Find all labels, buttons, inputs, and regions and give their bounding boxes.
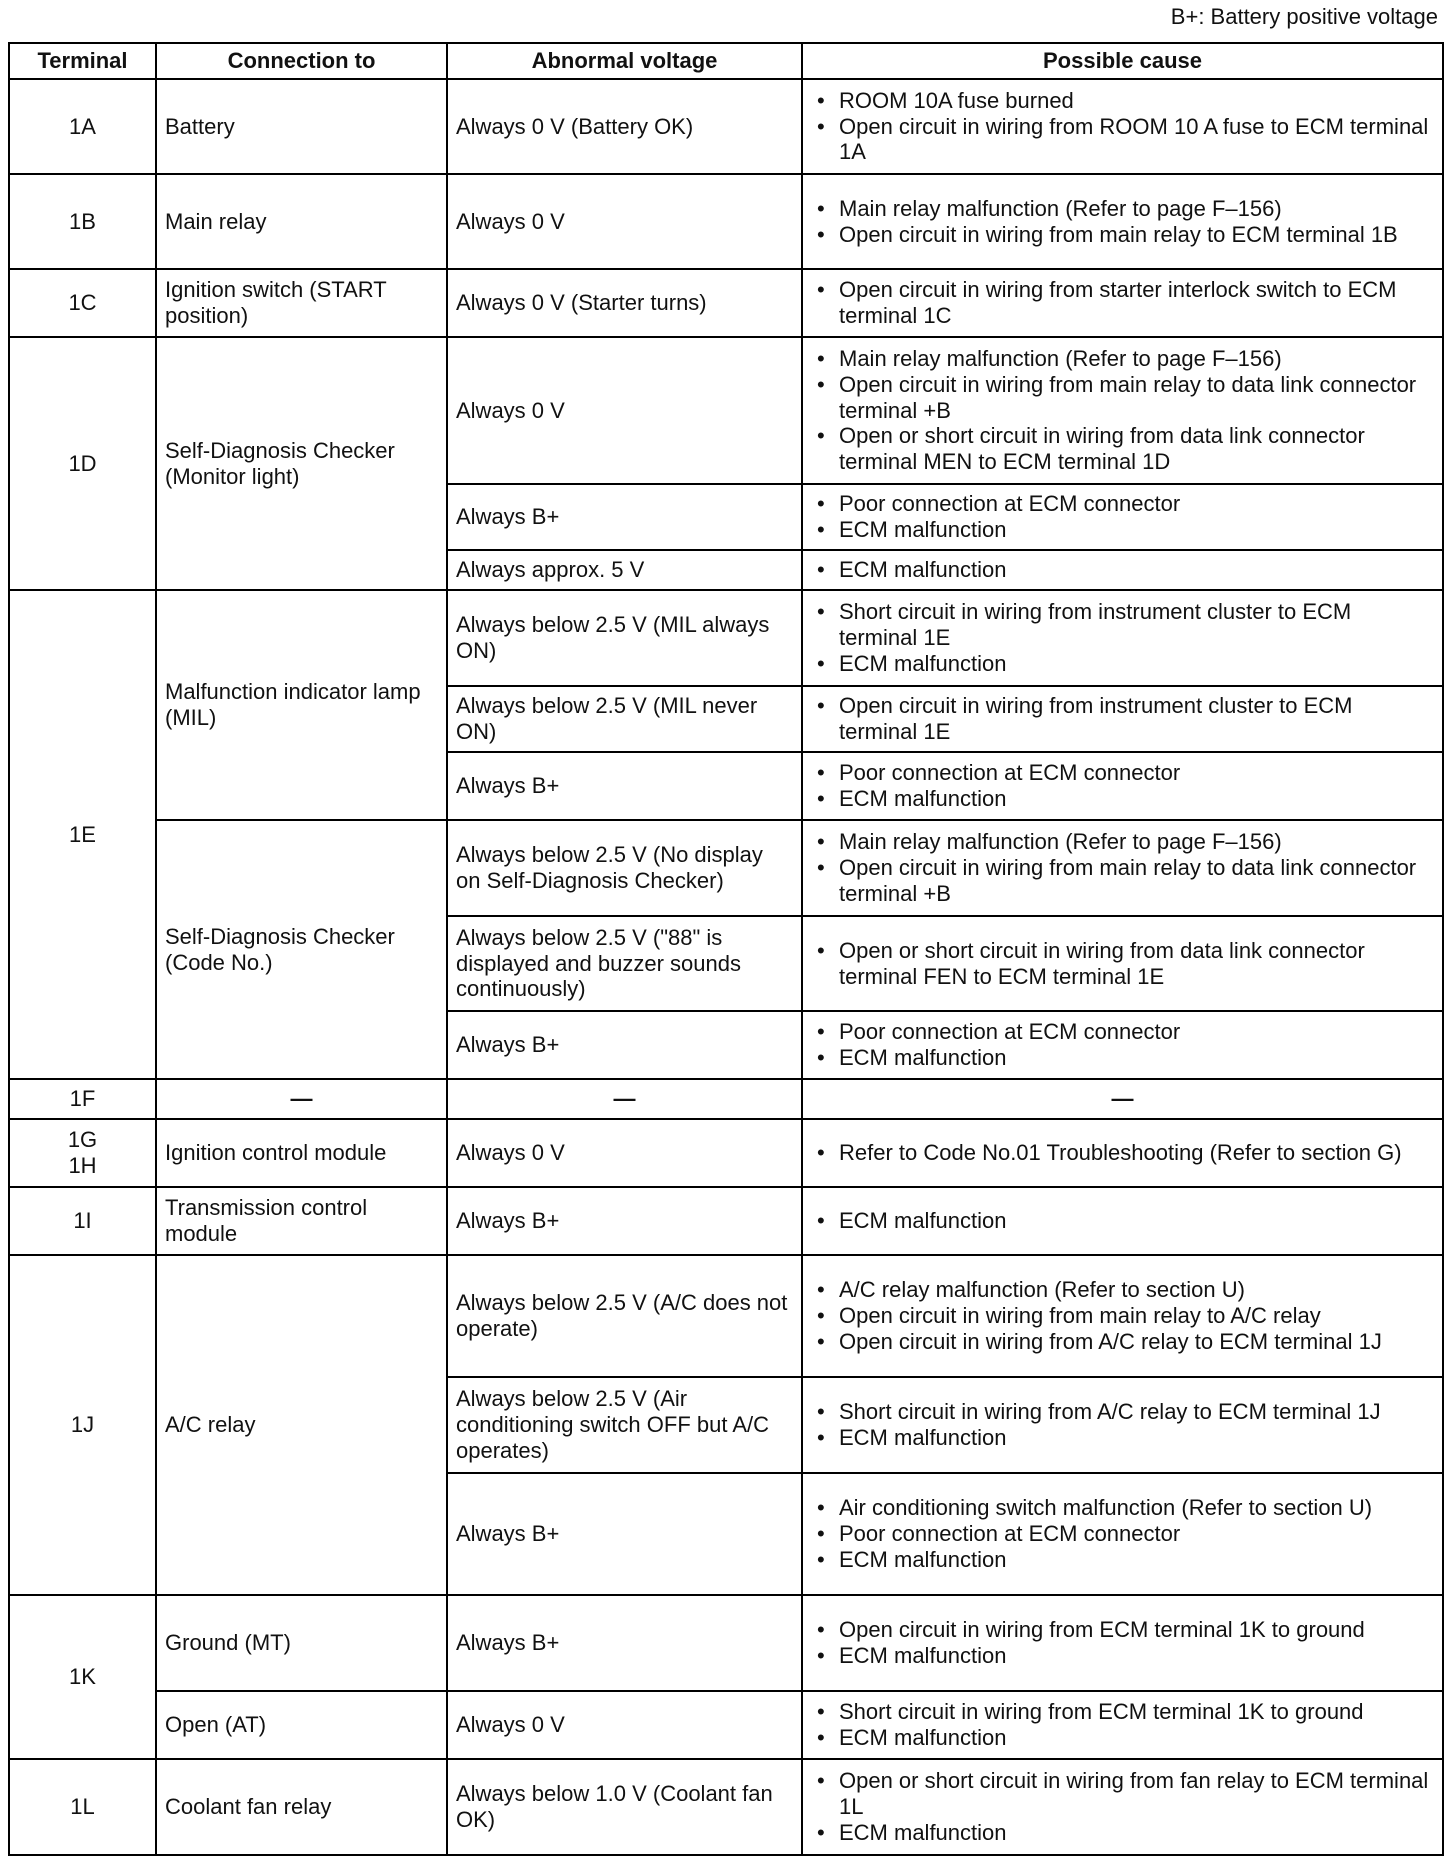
- cause-cell: —: [802, 1079, 1443, 1119]
- connection-cell: Self-Diagnosis Checker (Code No.): [156, 820, 447, 1079]
- cause-item: • Open circuit in wiring from instrument cluster to ECM terminal 1E: [811, 693, 1434, 745]
- table-row: [9, 1119, 1443, 1187]
- voltage-cell: Always 0 V: [447, 174, 802, 269]
- header-connection: Connection to: [156, 43, 447, 79]
- cause-item: • Poor connection at ECM connector: [811, 491, 1434, 517]
- terminal-cell: 1I: [9, 1187, 156, 1255]
- cause-item: • Main relay malfunction (Refer to page F–156): [811, 196, 1434, 222]
- cause-item: • ECM malfunction: [811, 1045, 1434, 1071]
- terminal-cell: 1G 1H: [9, 1119, 156, 1187]
- cause-item: • Poor connection at ECM connector: [811, 760, 1434, 786]
- terminal-cell: 1F: [9, 1079, 156, 1119]
- connection-cell: Transmission control module: [156, 1187, 447, 1255]
- voltage-cell: Always B+: [447, 752, 802, 820]
- table-row: [9, 269, 1443, 337]
- connection-cell: Open (AT): [156, 1691, 447, 1759]
- voltage-cell: Always 0 V (Battery OK): [447, 79, 802, 174]
- cause-item: • Refer to Code No.01 Troubleshooting (Refer to section G): [811, 1140, 1434, 1166]
- cause-item: • ECM malfunction: [811, 1643, 1434, 1669]
- cause-item: • Main relay malfunction (Refer to page F–156): [811, 346, 1434, 372]
- header-terminal: Terminal: [9, 43, 156, 79]
- cause-item: • Open or short circuit in wiring from data link connector terminal FEN to ECM terminal 1E: [811, 938, 1434, 990]
- cause-item: • ECM malfunction: [811, 651, 1434, 677]
- cause-cell: [802, 269, 1443, 337]
- cause-item: • Poor connection at ECM connector: [811, 1521, 1434, 1547]
- table-row: [9, 1255, 1443, 1377]
- cause-cell: [802, 1011, 1443, 1079]
- voltage-cell: Always below 1.0 V (Coolant fan OK): [447, 1759, 802, 1855]
- cause-item: • Short circuit in wiring from ECM terminal 1K to ground: [811, 1699, 1434, 1725]
- table-row: [9, 1595, 1443, 1691]
- cause-item: • A/C relay malfunction (Refer to section U): [811, 1277, 1434, 1303]
- terminal-cell: 1B: [9, 174, 156, 269]
- cause-item: • Open circuit in wiring from ROOM 10 A fuse to ECM terminal 1A: [811, 114, 1434, 166]
- cause-cell: [802, 484, 1443, 550]
- terminal-cell: 1C: [9, 269, 156, 337]
- cause-item: • Open circuit in wiring from main relay to data link connector terminal +B: [811, 372, 1434, 424]
- table-row: [9, 820, 1443, 916]
- voltage-cell: Always 0 V: [447, 1119, 802, 1187]
- terminal-cell: 1A: [9, 79, 156, 174]
- cause-item: • Open circuit in wiring from starter interlock switch to ECM terminal 1C: [811, 277, 1434, 329]
- terminal-cell: 1K: [9, 1595, 156, 1759]
- table-row: [9, 1187, 1443, 1255]
- cause-item: • Main relay malfunction (Refer to page F–156): [811, 829, 1434, 855]
- voltage-cell: Always below 2.5 V (A/C does not operate): [447, 1255, 802, 1377]
- voltage-cell: Always 0 V (Starter turns): [447, 269, 802, 337]
- cause-item: • Air conditioning switch malfunction (Refer to section U): [811, 1495, 1434, 1521]
- voltage-cell: Always B+: [447, 1473, 802, 1595]
- cause-item: • ECM malfunction: [811, 1820, 1434, 1846]
- table-row: [9, 337, 1443, 484]
- connection-cell: Self-Diagnosis Checker (Monitor light): [156, 337, 447, 590]
- voltage-cell: Always below 2.5 V (MIL never ON): [447, 686, 802, 752]
- cause-item: • Open or short circuit in wiring from fan relay to ECM terminal 1L: [811, 1768, 1434, 1820]
- cause-cell: [802, 337, 1443, 484]
- terminal-cell: 1E: [9, 590, 156, 1079]
- table-row: [9, 1079, 1443, 1119]
- connection-cell: A/C relay: [156, 1255, 447, 1595]
- voltage-cell: Always B+: [447, 1187, 802, 1255]
- voltage-cell: Always below 2.5 V ("88" is displayed and buzzer sounds continuously): [447, 916, 802, 1011]
- cause-cell: [802, 1255, 1443, 1377]
- cause-cell: [802, 550, 1443, 590]
- table-row: [9, 1759, 1443, 1855]
- cause-item: • ECM malfunction: [811, 557, 1434, 583]
- header-abnormal-voltage: Abnormal voltage: [447, 43, 802, 79]
- header-possible-cause: Possible cause: [802, 43, 1443, 79]
- connection-cell: Ignition switch (START position): [156, 269, 447, 337]
- voltage-cell: Always below 2.5 V (Air conditioning switch OFF but A/C operates): [447, 1377, 802, 1473]
- cause-item: • ECM malfunction: [811, 1425, 1434, 1451]
- voltage-cell: Always 0 V: [447, 337, 802, 484]
- table-row: [9, 174, 1443, 269]
- cause-item: • Short circuit in wiring from instrument cluster to ECM terminal 1E: [811, 599, 1434, 651]
- cause-cell: [802, 1473, 1443, 1595]
- cause-item: • Open circuit in wiring from main relay to A/C relay: [811, 1303, 1434, 1329]
- cause-cell: [802, 1691, 1443, 1759]
- cause-cell: [802, 752, 1443, 820]
- voltage-cell: Always B+: [447, 1595, 802, 1691]
- cause-item: • Open or short circuit in wiring from data link connector terminal MEN to ECM terminal 1D: [811, 423, 1434, 475]
- cause-cell: [802, 1377, 1443, 1473]
- connection-cell: Coolant fan relay: [156, 1759, 447, 1855]
- cause-item: • Poor connection at ECM connector: [811, 1019, 1434, 1045]
- cause-item: • ECM malfunction: [811, 1208, 1434, 1234]
- voltage-cell: Always below 2.5 V (MIL always ON): [447, 590, 802, 686]
- cause-cell: [802, 686, 1443, 752]
- cause-item: • Open circuit in wiring from ECM terminal 1K to ground: [811, 1617, 1434, 1643]
- cause-item: • ECM malfunction: [811, 1725, 1434, 1751]
- cause-cell: [802, 1119, 1443, 1187]
- legend-note: B+: Battery positive voltage: [1170, 4, 1438, 29]
- connection-cell: Malfunction indicator lamp (MIL): [156, 590, 447, 820]
- voltage-cell: —: [447, 1079, 802, 1119]
- cause-cell: [802, 1759, 1443, 1855]
- cause-cell: [802, 1187, 1443, 1255]
- voltage-cell: Always 0 V: [447, 1691, 802, 1759]
- cause-cell: [802, 916, 1443, 1011]
- terminal-cell: 1L: [9, 1759, 156, 1855]
- cause-cell: [802, 1595, 1443, 1691]
- cause-cell: [802, 174, 1443, 269]
- connection-cell: Ignition control module: [156, 1119, 447, 1187]
- voltage-cell: Always B+: [447, 484, 802, 550]
- cause-cell: [802, 590, 1443, 686]
- cause-item: • Open circuit in wiring from main relay to ECM terminal 1B: [811, 222, 1434, 248]
- cause-item: • Open circuit in wiring from A/C relay to ECM terminal 1J: [811, 1329, 1434, 1355]
- cause-cell: [802, 820, 1443, 916]
- table-header-row: [9, 43, 1443, 79]
- cause-cell: [802, 79, 1443, 174]
- table-row: [9, 590, 1443, 686]
- ecm-terminal-voltage-table: [8, 42, 1444, 1856]
- voltage-cell: Always below 2.5 V (No display on Self-Diagnosis Checker): [447, 820, 802, 916]
- cause-item: • ECM malfunction: [811, 1547, 1434, 1573]
- voltage-cell: Always B+: [447, 1011, 802, 1079]
- terminal-cell: 1J: [9, 1255, 156, 1595]
- connection-cell: Battery: [156, 79, 447, 174]
- cause-item: • Short circuit in wiring from A/C relay to ECM terminal 1J: [811, 1399, 1434, 1425]
- cause-item: • ECM malfunction: [811, 786, 1434, 812]
- table-row: [9, 1691, 1443, 1759]
- terminal-cell: 1D: [9, 337, 156, 590]
- connection-cell: Main relay: [156, 174, 447, 269]
- voltage-cell: Always approx. 5 V: [447, 550, 802, 590]
- cause-item: • ROOM 10A fuse burned: [811, 88, 1434, 114]
- connection-cell: Ground (MT): [156, 1595, 447, 1691]
- cause-item: • Open circuit in wiring from main relay to data link connector terminal +B: [811, 855, 1434, 907]
- cause-item: • ECM malfunction: [811, 517, 1434, 543]
- table-row: [9, 79, 1443, 174]
- connection-cell: —: [156, 1079, 447, 1119]
